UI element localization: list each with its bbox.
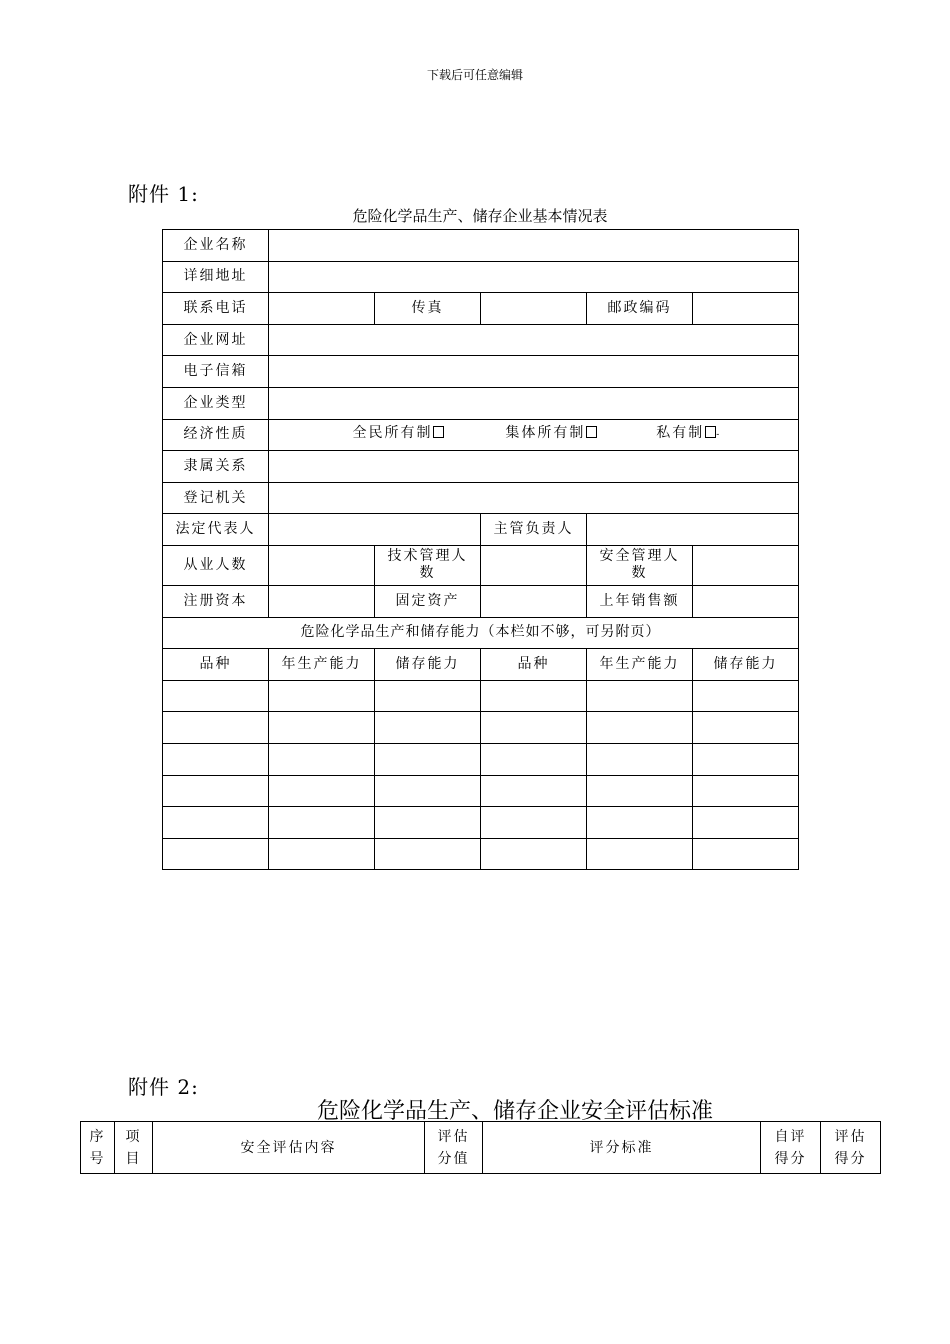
label-phone: 联系电话 — [163, 293, 269, 325]
capacity-col-header: 年生产能力 — [587, 649, 693, 681]
capacity-col-header: 品种 — [481, 649, 587, 681]
header-eval-score: 评估得分 — [821, 1122, 881, 1174]
capacity-col-header: 储存能力 — [693, 649, 799, 681]
checkbox-state-owned[interactable] — [433, 426, 444, 438]
capacity-row — [163, 807, 799, 839]
capacity-row — [163, 712, 799, 744]
label-last-sales: 上年销售额 — [587, 585, 693, 617]
capacity-cell[interactable] — [269, 712, 375, 744]
capacity-cell[interactable] — [693, 807, 799, 839]
email-value[interactable] — [269, 356, 799, 388]
capacity-row — [163, 680, 799, 712]
header-criteria: 评分标准 — [483, 1122, 761, 1174]
phone-value[interactable] — [269, 293, 375, 325]
capacity-cell[interactable] — [693, 680, 799, 712]
company-type-value[interactable] — [269, 387, 799, 419]
capacity-col-header: 品种 — [163, 649, 269, 681]
capacity-cell[interactable] — [693, 775, 799, 807]
header-content: 安全评估内容 — [153, 1122, 425, 1174]
header-self-score: 自评得分 — [761, 1122, 821, 1174]
capacity-cell[interactable] — [163, 712, 269, 744]
checkbox-collective[interactable] — [586, 426, 597, 438]
capacity-cell[interactable] — [693, 838, 799, 870]
option-private-label: 私有制 — [656, 425, 705, 442]
header-score: 评估分值 — [425, 1122, 483, 1174]
legal-rep-value[interactable] — [269, 514, 481, 546]
registration-value[interactable] — [269, 482, 799, 514]
capacity-cell[interactable] — [375, 838, 481, 870]
tech-staff-value[interactable] — [481, 545, 587, 585]
table2-title: 危险化学品生产、储存企业安全评估标准 — [316, 1099, 713, 1124]
capacity-cell[interactable] — [587, 838, 693, 870]
label-supervisor: 主管负责人 — [481, 514, 587, 546]
label-employees: 从业人数 — [163, 545, 269, 585]
option-collective[interactable] — [505, 425, 597, 441]
safety-staff-value[interactable] — [693, 545, 799, 585]
capacity-col-header: 年生产能力 — [269, 649, 375, 681]
capacity-cell[interactable] — [587, 807, 693, 839]
attachment2-label: 附件 2: — [128, 1075, 199, 1099]
capacity-cell[interactable] — [587, 680, 693, 712]
capacity-cell[interactable] — [375, 775, 481, 807]
label-tech-staff: 技术管理人数 — [375, 545, 481, 585]
label-company-name: 企业名称 — [163, 230, 269, 262]
option-collective-label: 集体所有制 — [505, 425, 586, 442]
header-note: 下载后可任意编辑 — [426, 68, 523, 82]
label-postcode: 邮政编码 — [587, 293, 693, 325]
attachment1-label: 附件 1: — [128, 182, 199, 206]
capacity-section-header: 危险化学品生产和储存能力（本栏如不够，可另附页） — [163, 617, 799, 649]
option-state-owned-label: 全民所有制 — [352, 425, 433, 442]
capacity-cell[interactable] — [693, 743, 799, 775]
label-fixed-assets: 固定资产 — [375, 585, 481, 617]
checkbox-private[interactable] — [705, 426, 716, 438]
option-state-owned[interactable] — [352, 425, 444, 441]
capacity-cell[interactable] — [587, 743, 693, 775]
capacity-cell[interactable] — [693, 712, 799, 744]
capacity-cell[interactable] — [587, 775, 693, 807]
capacity-cell[interactable] — [163, 838, 269, 870]
label-legal-rep: 法定代表人 — [163, 514, 269, 546]
capacity-cell[interactable] — [163, 680, 269, 712]
label-safety-staff: 安全管理人数 — [587, 545, 693, 585]
capacity-cell[interactable] — [481, 712, 587, 744]
capacity-cell[interactable] — [163, 743, 269, 775]
postcode-value[interactable] — [693, 293, 799, 325]
option-private[interactable] — [656, 425, 721, 441]
label-address: 详细地址 — [163, 261, 269, 293]
header-item: 项目 — [115, 1122, 153, 1174]
capacity-cell[interactable] — [481, 680, 587, 712]
option-private-suffix: - — [716, 430, 722, 441]
capacity-row — [163, 775, 799, 807]
label-fax: 传真 — [375, 293, 481, 325]
capacity-col-header: 储存能力 — [375, 649, 481, 681]
capacity-cell[interactable] — [269, 743, 375, 775]
employees-value[interactable] — [269, 545, 375, 585]
capacity-cell[interactable] — [481, 807, 587, 839]
label-email: 电子信箱 — [163, 356, 269, 388]
capacity-cell[interactable] — [163, 807, 269, 839]
label-affiliation: 隶属关系 — [163, 451, 269, 483]
capacity-cell[interactable] — [375, 807, 481, 839]
label-website: 企业网址 — [163, 324, 269, 356]
label-company-type: 企业类型 — [163, 387, 269, 419]
capacity-cell[interactable] — [375, 712, 481, 744]
supervisor-value[interactable] — [587, 514, 799, 546]
capacity-cell[interactable] — [269, 838, 375, 870]
capacity-row — [163, 743, 799, 775]
capacity-cell[interactable] — [481, 838, 587, 870]
address-value[interactable] — [269, 261, 799, 293]
capacity-cell[interactable] — [269, 680, 375, 712]
capacity-cell[interactable] — [269, 775, 375, 807]
affiliation-value[interactable] — [269, 451, 799, 483]
header-seq: 序号 — [81, 1122, 115, 1174]
capacity-cell[interactable] — [375, 743, 481, 775]
fixed-assets-value[interactable] — [481, 585, 587, 617]
label-registration: 登记机关 — [163, 482, 269, 514]
capacity-row — [163, 838, 799, 870]
table1-title: 危险化学品生产、储存企业基本情况表 — [352, 207, 608, 225]
enterprise-info-table — [162, 229, 799, 870]
capacity-cell[interactable] — [269, 807, 375, 839]
capacity-cell[interactable] — [163, 775, 269, 807]
economic-nature-options — [269, 419, 799, 451]
label-economic-nature: 经济性质 — [163, 419, 269, 451]
website-value[interactable] — [269, 324, 799, 356]
reg-capital-value[interactable] — [269, 585, 375, 617]
label-reg-capital: 注册资本 — [163, 585, 269, 617]
capacity-cell[interactable] — [481, 775, 587, 807]
capacity-cell[interactable] — [587, 712, 693, 744]
safety-assessment-table — [80, 1121, 881, 1174]
capacity-cell[interactable] — [375, 680, 481, 712]
last-sales-value[interactable] — [693, 585, 799, 617]
capacity-cell[interactable] — [481, 743, 587, 775]
company-name-value[interactable] — [269, 230, 799, 262]
fax-value[interactable] — [481, 293, 587, 325]
